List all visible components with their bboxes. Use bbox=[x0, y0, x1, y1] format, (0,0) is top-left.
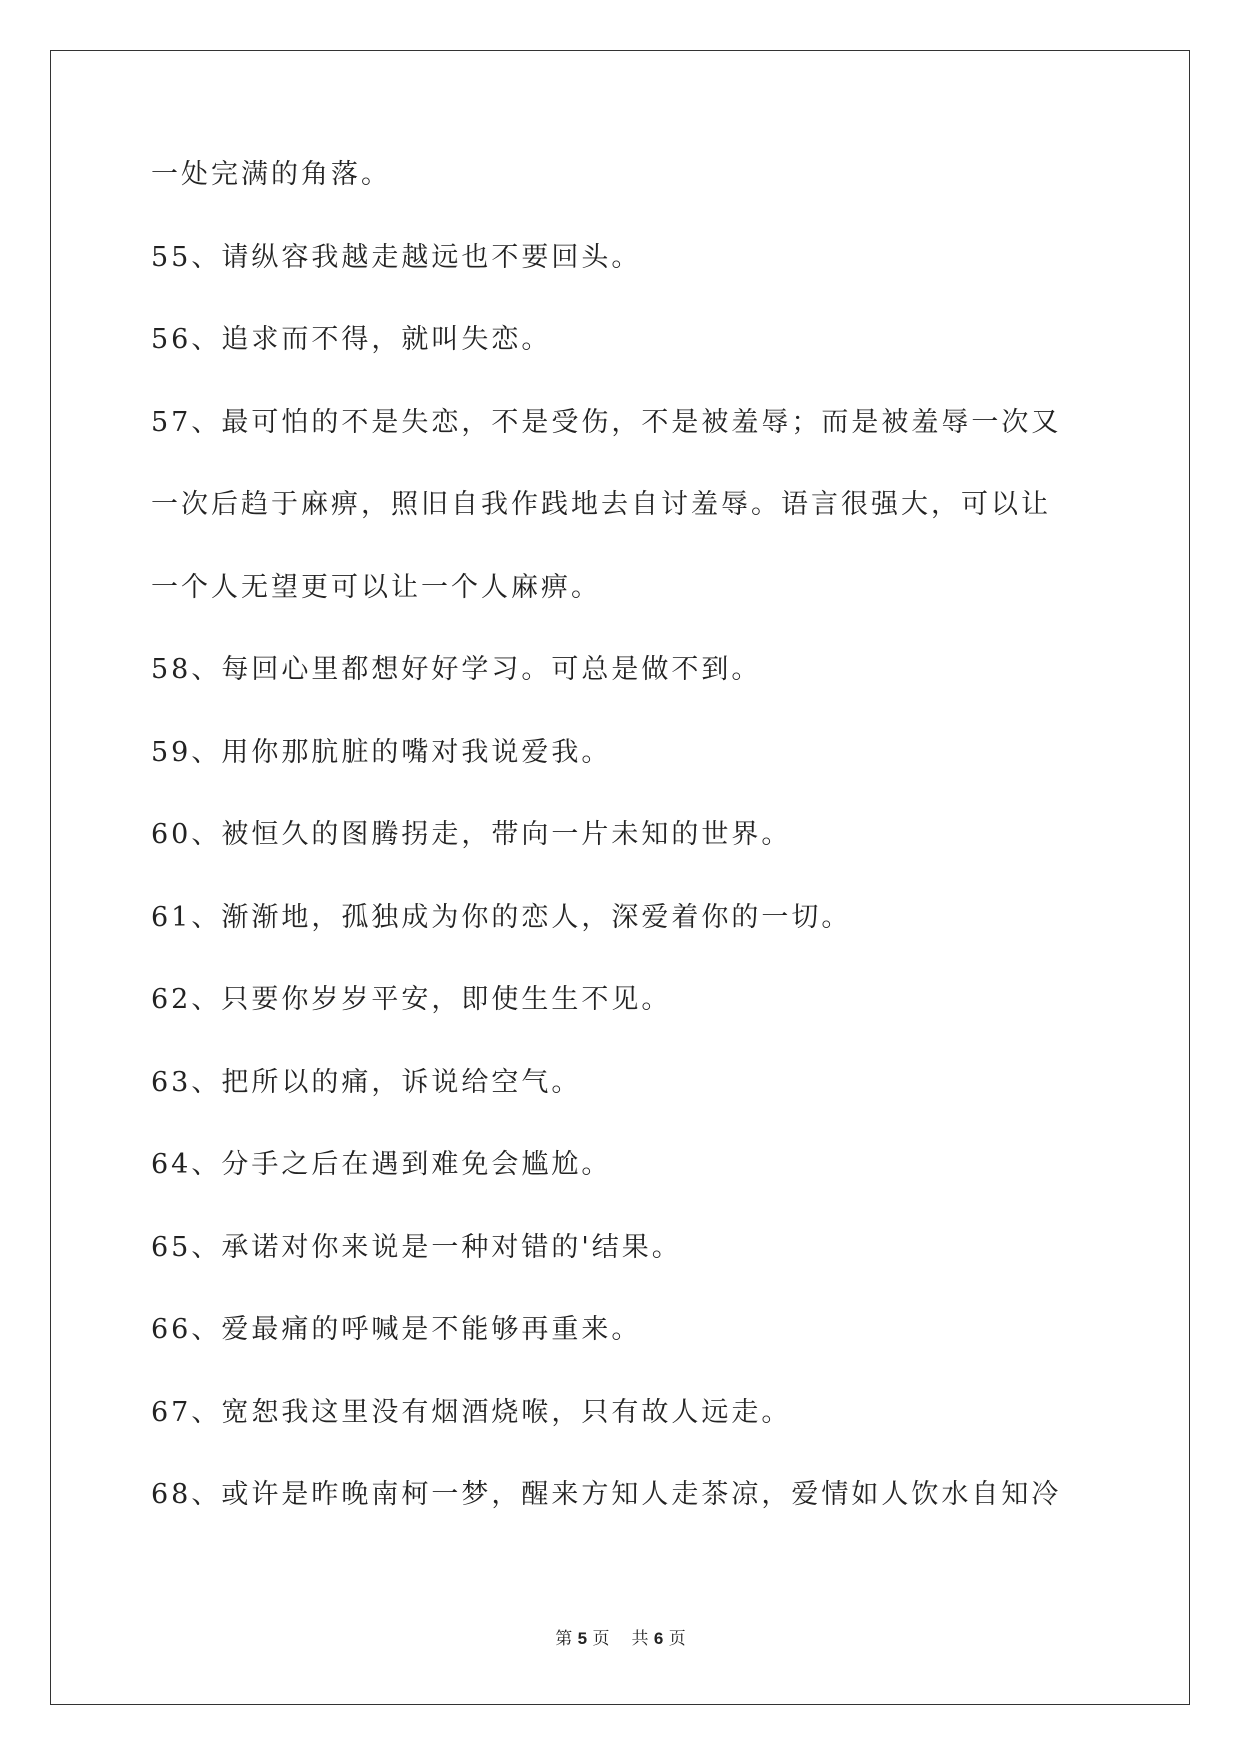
page-footer bbox=[0, 1624, 1241, 1649]
text-line: 66、爱最痛的呼喊是不能够再重来。 bbox=[151, 1314, 642, 1345]
text-line: 64、分手之后在遇到难免会尴尬。 bbox=[151, 1149, 612, 1180]
text-line: 一处完满的角落。 bbox=[151, 159, 391, 190]
text-line: 55、请纵容我越走越远也不要回头。 bbox=[151, 241, 642, 273]
text-line: 65、承诺对你来说是一种对错的'结果。 bbox=[151, 1231, 682, 1263]
page-number-label: 第 5 页 bbox=[555, 1629, 610, 1649]
text-line: 一个人无望更可以让一个人麻痹。 bbox=[151, 571, 601, 603]
text-line: 63、把所以的痛，诉说给空气。 bbox=[151, 1066, 582, 1098]
text-line: 59、用你那肮脏的嘴对我说爱我。 bbox=[151, 736, 612, 768]
text-line: 57、最可怕的不是失恋，不是受伤，不是被羞辱；而是被羞辱一次又 bbox=[151, 406, 1062, 438]
text-line: 一次后趋于麻痹，照旧自我作践地去自讨羞辱。语言很强大，可以让 bbox=[151, 489, 1051, 520]
document-body bbox=[151, 160, 1091, 1563]
text-line: 68、或许是昨晚南柯一梦，醒来方知人走茶凉，爱情如人饮水自知冷 bbox=[151, 1479, 1062, 1510]
text-line: 62、只要你岁岁平安，即使生生不见。 bbox=[151, 984, 672, 1015]
text-line: 56、追求而不得，就叫失恋。 bbox=[151, 324, 552, 355]
text-line: 61、渐渐地，孤独成为你的恋人，深爱着你的一切。 bbox=[151, 901, 852, 933]
text-line: 58、每回心里都想好好学习。可总是做不到。 bbox=[151, 654, 762, 685]
page-total-label: 共 6 页 bbox=[631, 1629, 686, 1649]
text-line: 60、被恒久的图腾拐走，带向一片未知的世界。 bbox=[151, 819, 792, 850]
text-line: 67、宽恕我这里没有烟酒烧喉，只有故人远走。 bbox=[151, 1396, 792, 1428]
